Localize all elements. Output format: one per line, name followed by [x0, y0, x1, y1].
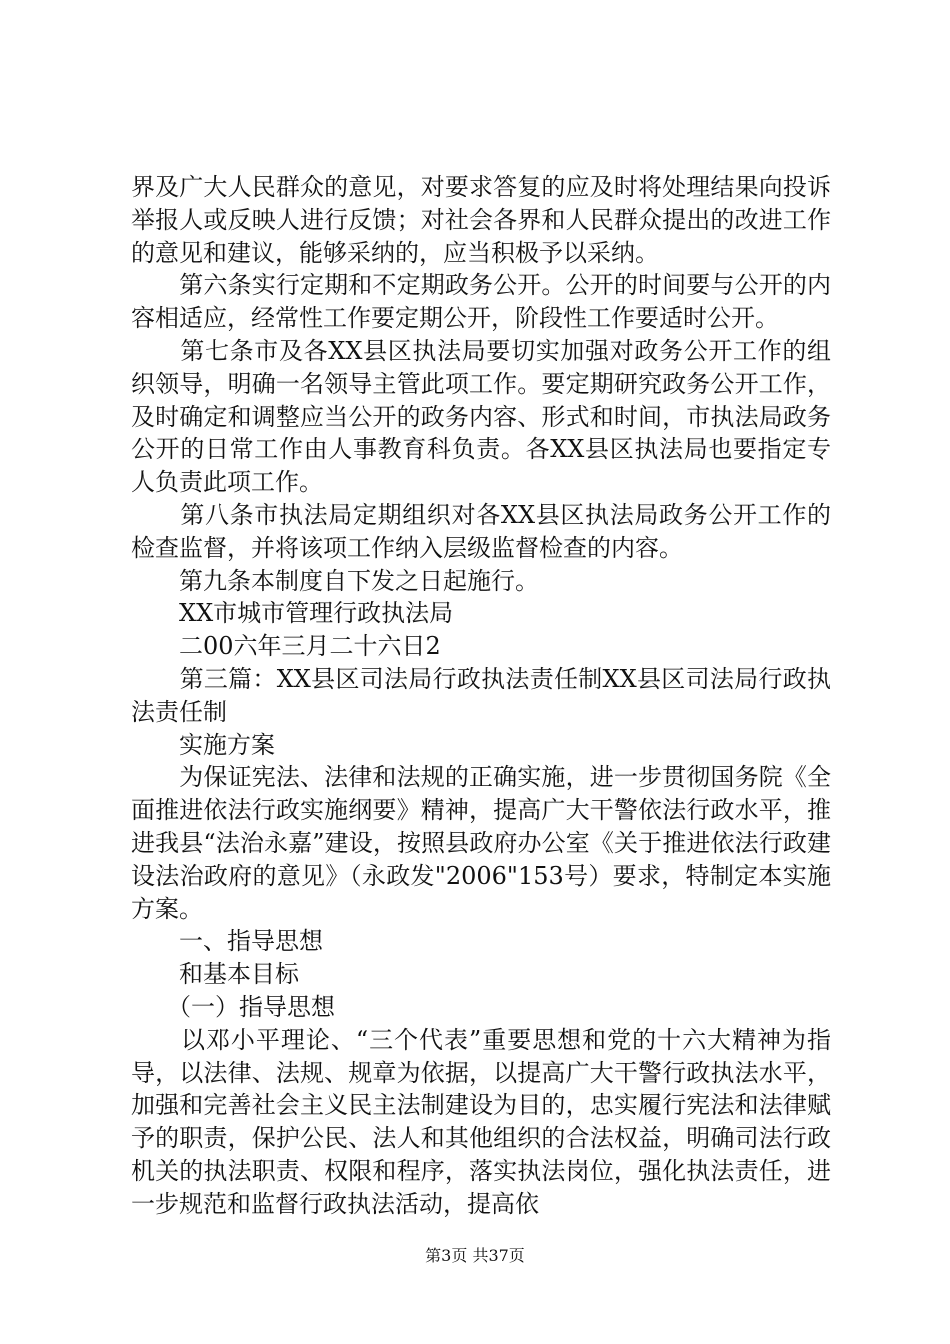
section-heading-part-3: 第三篇：XX县区司法局行政执法责任制XX县区司法局行政执法责任制	[131, 664, 831, 726]
signature-date: 二00六年三月二十六日2	[131, 632, 441, 661]
paragraph-continuation: 界及广大人民群众的意见，对要求答复的应及时将处理结果向投诉举报人或反映人进行反馈；对社会各界和人民群众提出的改进工作的意见和建议，能够采纳的，应当积极予以采纳。	[131, 173, 831, 267]
section-subheading: 实施方案	[131, 730, 275, 759]
paragraph-article-7: 第七条市及各XX县区执法局要切实加强对政务公开工作的组织领导，明确一名领导主管此项工作。要定期研究政务公开工作，及时确定和调整应当公开的政务内容、形式和时间，市执法局政务公开的日常工作由人事教育科负责。各XX县区执法局也要指定专人负责此项工作。	[131, 336, 831, 497]
heading-basic-goals: 和基本目标	[131, 960, 299, 989]
heading-guiding-thought: 一、指导思想	[131, 927, 323, 956]
paragraph-article-9: 第九条本制度自下发之日起施行。	[131, 566, 539, 595]
document-body	[131, 171, 831, 1221]
page-footer: 第3页 共37页	[425, 1246, 525, 1265]
signature-organization: XX市城市管理行政执法局	[131, 599, 454, 628]
heading-subsection-1: （一）指导思想	[131, 992, 335, 1021]
paragraph-guiding-content: 以邓小平理论、“三个代表”重要思想和党的十六大精神为指导，以法律、法规、规章为依据，以提高广大干警行政执法水平，加强和完善社会主义民主法制建设为目的，忠实履行宪法和法律赋予的职责，保护公民、法人和其他组织的合法权益，明确司法行政机关的执法职责、权限和程序，落实执法岗位，强化执法责任，进一步规范和监督行政执法活动，提高依	[131, 1025, 831, 1218]
paragraph-article-6: 第六条实行定期和不定期政务公开。公开的时间要与公开的内容相适应，经常性工作要定期公开，阶段性工作要适时公开。	[131, 271, 831, 333]
paragraph-intro: 为保证宪法、法律和法规的正确实施，进一步贯彻国务院《全面推进依法行政实施纲要》精神，提高广大干警依法行政水平，推进我县“法治永嘉”建设，按照县政府办公室《关于推进依法行政建设法治政府的意见》（永政发"2006"153号）要求，特制定本实施方案。	[131, 763, 831, 923]
paragraph-article-8: 第八条市执法局定期组织对各XX县区执法局政务公开工作的检查监督，并将该项工作纳入层级监督检查的内容。	[131, 500, 831, 562]
